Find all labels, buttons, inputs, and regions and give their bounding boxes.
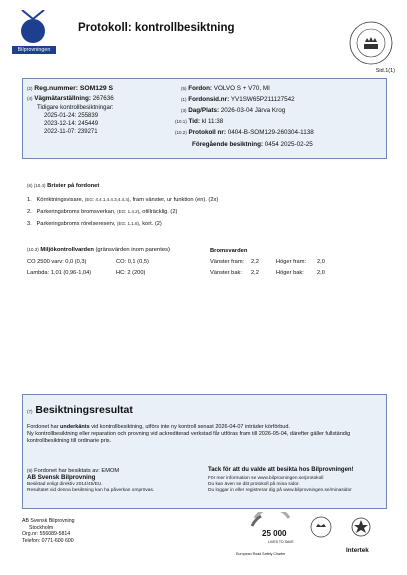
defect-item-2: 2. Parkeringsbroms bromsverkan, (EG: 1.4.2), otillräcklig. (2) — [27, 209, 178, 215]
time-row: (10.1) Tid: kl 11:38 — [175, 118, 224, 125]
co2500-value: CO 2500 varv: 0,0 (0,3) — [27, 259, 87, 265]
vehicle-model-row: (5) Fordon: VOLVO S + V70, MI — [181, 85, 270, 92]
result-text: Fordonet har underkänts vid kontrollbesiktning, utförs inte ny kontroll senast 2026-04-07 inträder körförbud. Ny kontrollbesiktning eller reparation och provning vid ackrediterad verkstad får utföras fram till 2026-05-04, därefter gäller fullständig kontrollbesiktning till ordinarie pris. — [27, 424, 351, 444]
protocol-number-row: (10.2) Protokoll nr: 0404-B-SOM129-260304-1138 — [175, 129, 314, 136]
brake-values-heading: Bromsvarden — [210, 248, 248, 254]
result-heading: (7) Besiktningsresultat — [27, 404, 133, 416]
brake-left-rear-label: Vänster bak: — [210, 270, 242, 276]
thank-you-text: Tack för att du valde att besikta hos Bilprovningen! — [208, 467, 354, 473]
swedac-seal-icon — [348, 20, 394, 66]
earlier-inspection-2: 2023-12-14: 245449 — [44, 121, 99, 127]
info-line-2: Du kan även se ditt protokoll på mina sidor. — [208, 482, 300, 487]
date-place-row: (3) Dag/Plats: 2026-03-04 Järva Krog — [181, 107, 286, 114]
page-number: Sid.1(1) — [375, 68, 395, 74]
inspector-line: (9) Fordonet har besiktats av: EMOM — [27, 468, 120, 474]
eu-directive-text: Besiktad enligt direktiv 2014/45/EU. — [27, 482, 103, 487]
emissions-heading: (10.3) Miljökontrollvarden (gränsvärden inom parentes) — [27, 247, 170, 253]
brake-left-rear-value: 2,2 — [251, 270, 259, 276]
intertek-wordmark: Intertek — [346, 547, 369, 554]
badge-subtitle: LIVES TO SAVE — [268, 540, 294, 544]
hc-value: HC: 2 (200) — [116, 270, 146, 276]
vehicle-info-panel — [22, 78, 387, 159]
defects-heading: (6) (10.4) Brister på fordonet — [27, 183, 100, 189]
lambda-value: Lambda: 1,01 (0,96-1,04) — [27, 270, 92, 276]
page-title: Protokoll: kontrollbesiktning — [78, 22, 235, 34]
footer-company-info: AB Svensk Bilprovning Stockholm Org.nr: 556089-5814 Telefon: 0771-600 600 — [22, 518, 75, 544]
brake-left-front-label: Vänster fram: — [210, 259, 245, 265]
previous-inspection-row: Föregående besiktning: 0454 2025-02-25 — [192, 141, 313, 148]
brake-right-rear-value: 2,0 — [317, 270, 325, 276]
reg-number-row: (2) Reg.nummer: SOM129 S — [27, 85, 114, 92]
brake-right-rear-label: Höger bak: — [276, 270, 304, 276]
brake-right-front-label: Höger fram: — [276, 259, 307, 265]
earlier-inspection-1: 2025-01-24: 255839 — [44, 113, 99, 119]
intertek-logo-icon — [349, 516, 373, 538]
swedac-footer-seal-icon — [310, 516, 332, 538]
co-value: CO: 0,1 (0,5) — [116, 259, 149, 265]
bilprovningen-logo-icon — [17, 10, 49, 44]
info-line-3: Du loggar in eller registrerar dig på www.bilprovningen.se/minasidor — [208, 488, 352, 493]
defect-item-3: 3. Parkeringsbroms rörelsereserv, (EG: 1.1.6), kort. (2) — [27, 221, 162, 227]
badge-caption: European Road Safety Charter — [236, 552, 286, 556]
badge-number: 25 000 — [262, 529, 287, 538]
result-appeal-text: Resultatet vid denna besiktning kan ha påverkan omprövas. — [27, 488, 155, 493]
info-line-1: För mer information se www.bilprovningen.se/protokoll — [208, 476, 324, 481]
brake-left-front-value: 2,2 — [251, 259, 259, 265]
earlier-inspections-label: Tidigare kontrollbesiktningar: — [37, 105, 114, 111]
earlier-inspection-3: 2022-11-07: 239271 — [44, 129, 98, 135]
logo-wordmark: Bilprovningen — [12, 46, 56, 54]
inspector-company: AB Svensk Bilprovning — [27, 474, 96, 481]
brake-right-front-value: 2,0 — [317, 259, 325, 265]
vin-row: (1) Fordonsid.nr: YV1SW65P211127542 — [181, 96, 295, 103]
defect-item-1: 1. Körriktningsvisare, (EG: 4.4.1,4.4.3,4.4.4), fram vänster, ur funktion (en). (2x) — [27, 197, 219, 203]
odometer-row: (4) Vägmätarställning: 267636 — [27, 95, 114, 102]
